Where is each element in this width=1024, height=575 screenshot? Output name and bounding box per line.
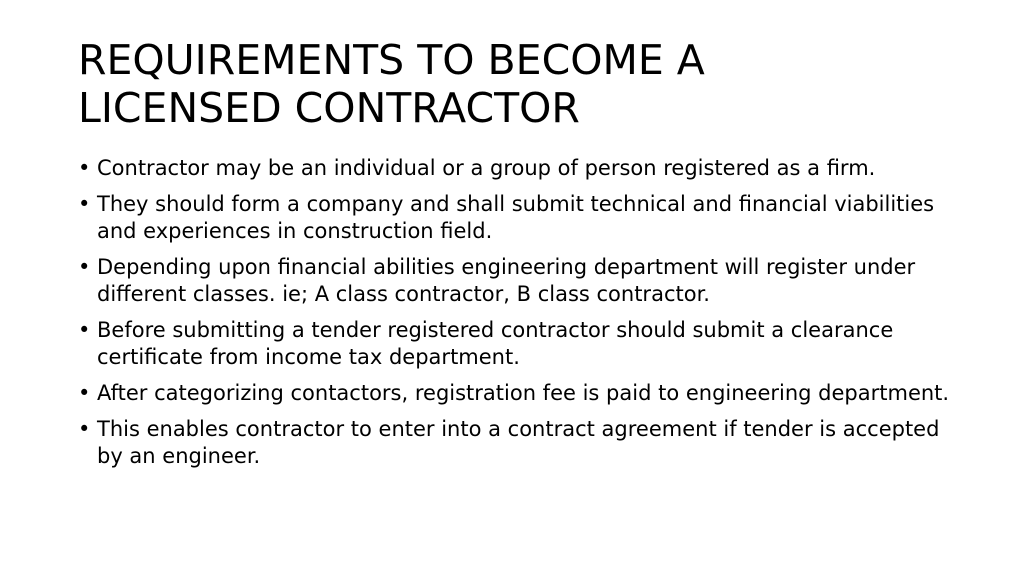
bullet-item-6: • This enables contractor to enter into a contract agreement if tender is accepted by an engineer. — [78, 416, 958, 470]
slide-title — [78, 36, 958, 132]
bullet-item-2: • They should form a company and shall submit technical and financial viabilities and experiences in construction field. — [78, 191, 958, 245]
title-line-2: LICENSED CONTRACTOR — [78, 84, 580, 132]
bullet-list — [78, 155, 958, 479]
title-line-1: REQUIREMENTS TO BECOME A — [78, 36, 705, 84]
bullet-item-3: • Depending upon financial abilities engineering department will register under different classes. ie; A class contractor, B class contractor. — [78, 254, 958, 308]
bullet-item-5: • After categorizing contactors, registration fee is paid to engineering department. — [78, 380, 958, 407]
bullet-item-1: • Contractor may be an individual or a group of person registered as a firm. — [78, 155, 958, 182]
bullet-item-4: • Before submitting a tender registered contractor should submit a clearance certificate from income tax department. — [78, 317, 958, 371]
